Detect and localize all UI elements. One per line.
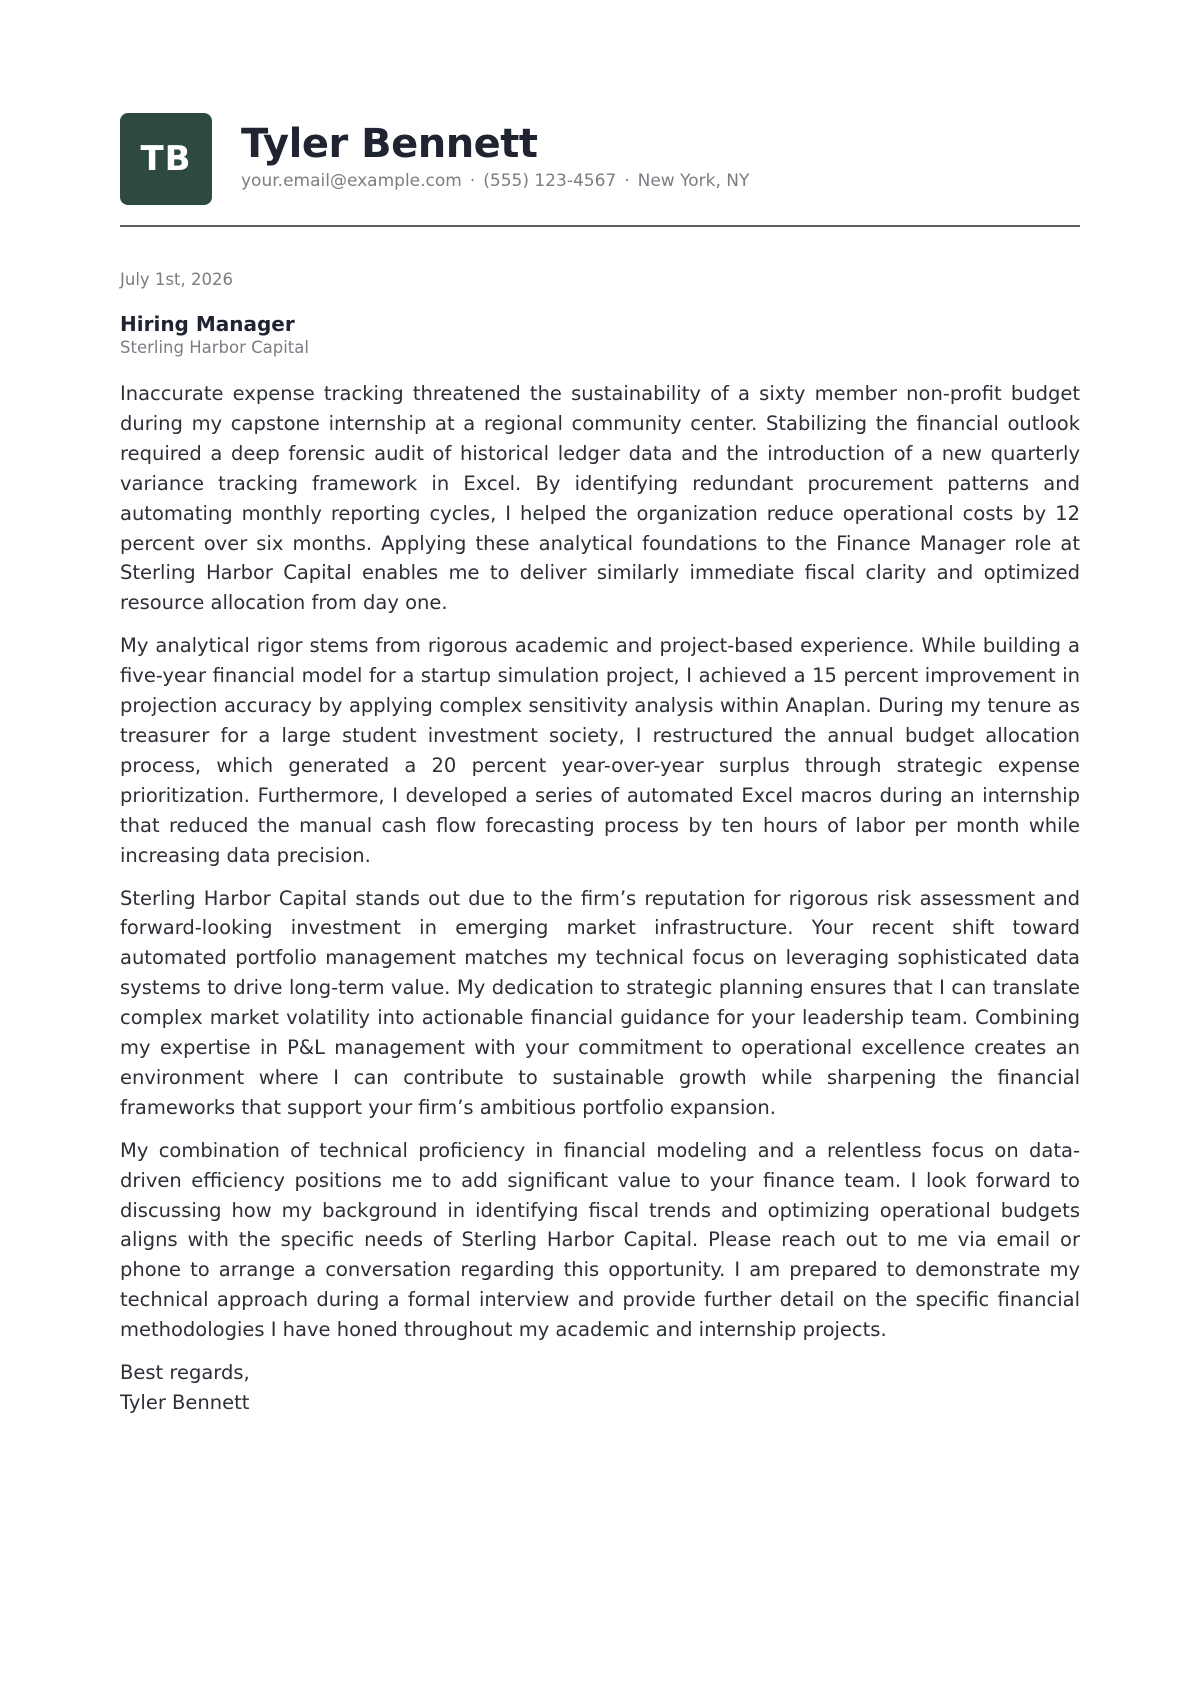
cover-letter-page bbox=[120, 113, 1080, 1418]
closing-signature: Tyler Bennett bbox=[120, 1391, 250, 1414]
initials-avatar: TB bbox=[120, 113, 212, 205]
contact-separator: · bbox=[469, 171, 476, 191]
body-paragraph: My combination of technical proficiency in financial modeling and a relentless focus on data-driven efficiency positions me to add significant value to your finance team. I look forward to discussing how my background in identifying fiscal trends and optimizing operational budgets aligns with the specific needs of Sterling Harbor Capital. Please reach out to me via email or phone to arrange a conversation regarding this opportunity. I am prepared to demonstrate my technical approach during a formal interview and provide further detail on the specific financial methodologies I have honed throughout my academic and internship projects. bbox=[120, 1138, 1080, 1342]
contact-line bbox=[241, 170, 749, 192]
sender-location: New York, NY bbox=[637, 171, 750, 191]
sender-email[interactable]: your.email@example.com bbox=[241, 171, 462, 191]
recipient-name: Hiring Manager bbox=[120, 312, 295, 336]
sender-identity bbox=[241, 120, 749, 192]
recipient-block bbox=[120, 311, 1080, 358]
body-paragraph: Sterling Harbor Capital stands out due to the firm’s reputation for rigorous risk assessment and forward-looking investment in emerging market infrastructure. Your recent shift toward automated portfolio management matches my technical focus on leveraging sophisticated data systems to drive long-term value. My dedication to strategic planning ensures that I can translate complex market volatility into actionable financial guidance for your leadership team. Combining my expertise in P&L management with your commitment to operational excellence creates an environment where I can contribute to sustainable growth while sharpening the financial frameworks that support your firm’s ambitious portfolio expansion. bbox=[120, 886, 1080, 1119]
contact-separator: · bbox=[624, 171, 630, 191]
sender-phone[interactable]: (555) 123-4567 bbox=[483, 171, 617, 191]
letter-body bbox=[120, 379, 1080, 1345]
sender-name: Tyler Bennett bbox=[241, 121, 538, 167]
header-divider bbox=[120, 225, 1080, 227]
closing-salutation: Best regards, bbox=[120, 1361, 250, 1385]
letter-closing bbox=[120, 1358, 1080, 1418]
letter-header bbox=[120, 113, 1080, 205]
recipient-company: Sterling Harbor Capital bbox=[120, 338, 309, 357]
body-paragraph: Inaccurate expense tracking threatened the sustainability of a sixty member non-profit budget during my capstone internship at a regional community center. Stabilizing the financial outlook required a deep forensic audit of historical ledger data and the introduction of a new quarterly variance tracking framework in Excel. By identifying redundant procurement patterns and automating monthly reporting cycles, I helped the organization reduce operational costs by 12 percent over six months. Applying these analytical foundations to the Finance Manager role at Sterling Harbor Capital enables me to deliver similarly immediate fiscal clarity and optimized resource allocation from day one. bbox=[120, 382, 1080, 615]
letter-date: July 1st, 2026 bbox=[120, 270, 233, 289]
body-paragraph: My analytical rigor stems from rigorous academic and project-based experience. While building a five-year financial model for a startup simulation project, I achieved a 15 percent improvement in projection accuracy by applying complex sensitivity analysis within Anaplan. During my tenure as treasurer for a large student investment society, I restructured the annual budget allocation process, which generated a 20 percent year-over-year surplus through strategic expense prioritization. Furthermore, I developed a series of automated Excel macros during an internship that reduced the manual cash flow forecasting process by ten hours of labor per month while increasing data precision. bbox=[120, 634, 1080, 867]
